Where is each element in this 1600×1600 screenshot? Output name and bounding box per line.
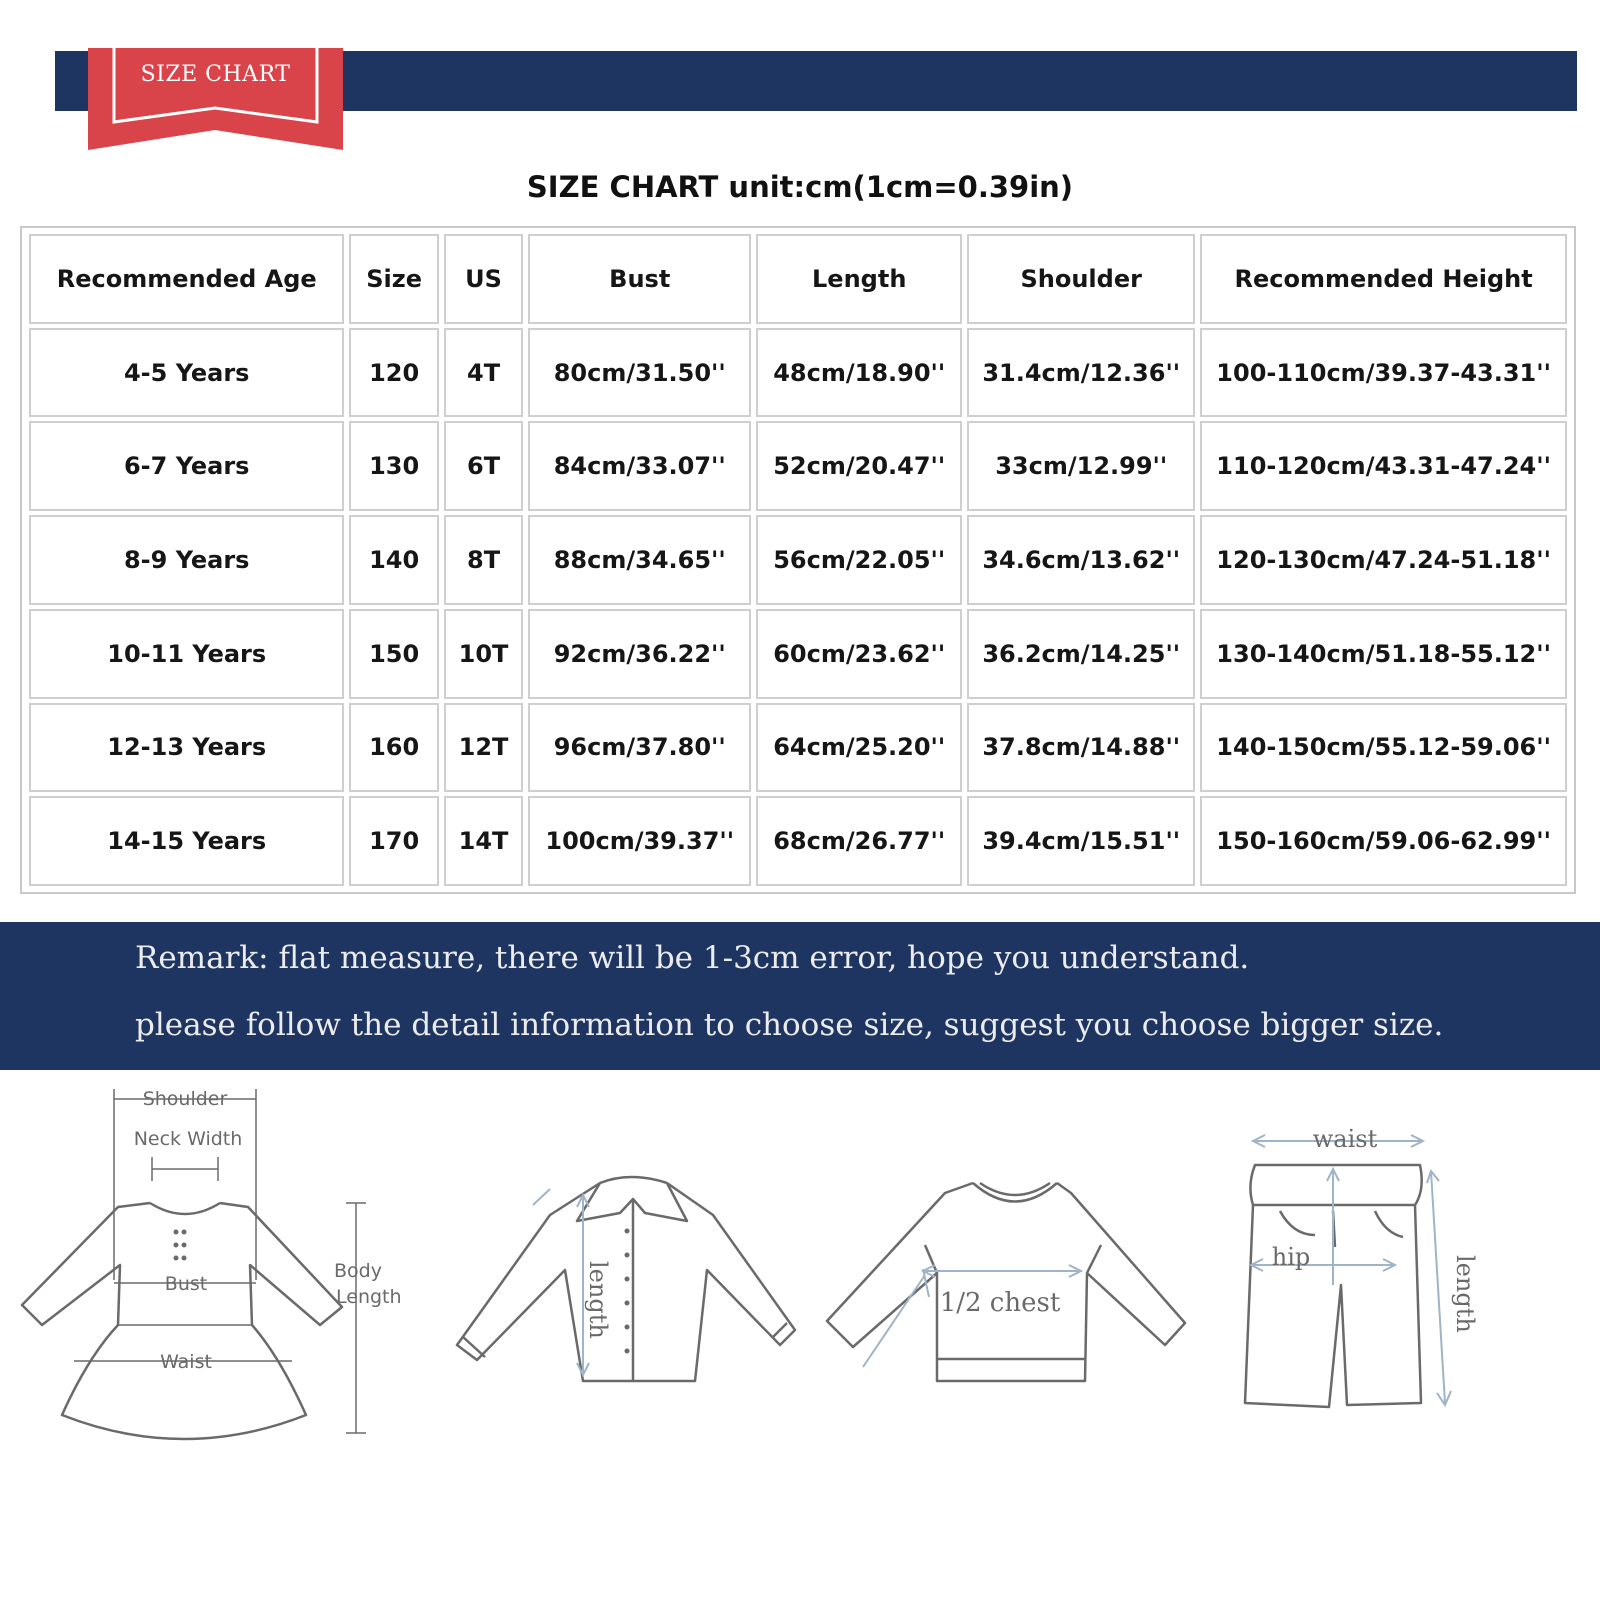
table-cell: 150-160cm/59.06-62.99''	[1200, 796, 1567, 886]
table-cell: 33cm/12.99''	[967, 421, 1195, 511]
table-row	[29, 515, 1567, 605]
table-cell: 12-13 Years	[29, 703, 344, 793]
table-cell: 31.4cm/12.36''	[967, 328, 1195, 418]
table-cell: 160	[349, 703, 438, 793]
dress-length-label: Length	[336, 1286, 402, 1308]
remark-bar	[0, 922, 1600, 1070]
column-header: Recommended Age	[29, 234, 344, 324]
table-cell: 8T	[444, 515, 523, 605]
table-cell: 64cm/25.20''	[756, 703, 962, 793]
table-cell: 39.4cm/15.51''	[967, 796, 1195, 886]
table-cell: 14T	[444, 796, 523, 886]
table-cell: 100-110cm/39.37-43.31''	[1200, 328, 1567, 418]
table-cell: 14-15 Years	[29, 796, 344, 886]
table-cell: 110-120cm/43.31-47.24''	[1200, 421, 1567, 511]
table-cell: 88cm/34.65''	[528, 515, 751, 605]
pants-hip-label: hip	[1271, 1243, 1311, 1271]
table-cell: 130-140cm/51.18-55.12''	[1200, 609, 1567, 699]
table-cell: 140-150cm/55.12-59.06''	[1200, 703, 1567, 793]
shirt-diagram	[455, 1085, 805, 1455]
pants-length-label: length	[1451, 1255, 1479, 1333]
table-cell: 60cm/23.62''	[756, 609, 962, 699]
table-row	[29, 703, 1567, 793]
table-header-row	[29, 234, 1567, 324]
column-header: Bust	[528, 234, 751, 324]
table-cell: 120-130cm/47.24-51.18''	[1200, 515, 1567, 605]
column-header: Recommended Height	[1200, 234, 1567, 324]
size-table	[20, 226, 1576, 894]
measurement-diagrams	[0, 1085, 1600, 1485]
table-cell: 8-9 Years	[29, 515, 344, 605]
table-cell: 4T	[444, 328, 523, 418]
dress-diagram	[0, 1085, 430, 1455]
table-cell: 96cm/37.80''	[528, 703, 751, 793]
dress-bust-label: Bust	[164, 1273, 208, 1295]
dress-waist-label: Waist	[160, 1351, 212, 1373]
table-cell: 120	[349, 328, 438, 418]
table-cell: 80cm/31.50''	[528, 328, 751, 418]
table-cell: 68cm/26.77''	[756, 796, 962, 886]
table-cell: 34.6cm/13.62''	[967, 515, 1195, 605]
pants-diagram	[1235, 1085, 1495, 1455]
dress-shoulder-label: Shoulder	[142, 1088, 228, 1110]
shirt-length-label: length	[584, 1261, 612, 1339]
column-header: US	[444, 234, 523, 324]
table-cell: 150	[349, 609, 438, 699]
table-cell: 52cm/20.47''	[756, 421, 962, 511]
table-cell: 10T	[444, 609, 523, 699]
table-cell: 6-7 Years	[29, 421, 344, 511]
dress-body-label: Body	[334, 1260, 382, 1282]
column-header: Size	[349, 234, 438, 324]
remark-line-2: please follow the detail information to choose size, suggest you choose bigger size.	[135, 1007, 1444, 1043]
table-cell: 130	[349, 421, 438, 511]
size-chart-badge-label: SIZE CHART	[140, 62, 291, 87]
pants-waist-label: waist	[1312, 1125, 1378, 1153]
table-cell: 10-11 Years	[29, 609, 344, 699]
sweater-diagram	[825, 1085, 1195, 1455]
sweater-chest-label: 1/2 chest	[939, 1288, 1061, 1318]
table-cell: 4-5 Years	[29, 328, 344, 418]
table-cell: 100cm/39.37''	[528, 796, 751, 886]
table-row	[29, 421, 1567, 511]
table-cell: 92cm/36.22''	[528, 609, 751, 699]
table-cell: 140	[349, 515, 438, 605]
table-cell: 36.2cm/14.25''	[967, 609, 1195, 699]
table-cell: 37.8cm/14.88''	[967, 703, 1195, 793]
table-row	[29, 796, 1567, 886]
column-header: Shoulder	[967, 234, 1195, 324]
column-header: Length	[756, 234, 962, 324]
table-cell: 170	[349, 796, 438, 886]
table-cell: 6T	[444, 421, 523, 511]
table-cell: 84cm/33.07''	[528, 421, 751, 511]
dress-neck-width-label: Neck Width	[133, 1128, 243, 1150]
table-row	[29, 609, 1567, 699]
remark-line-1: Remark: flat measure, there will be 1-3cm error, hope you understand.	[135, 940, 1250, 976]
chart-title: SIZE CHART unit:cm(1cm=0.39in)	[526, 170, 1074, 204]
table-cell: 56cm/22.05''	[756, 515, 962, 605]
table-cell: 48cm/18.90''	[756, 328, 962, 418]
table-cell: 12T	[444, 703, 523, 793]
table-row	[29, 328, 1567, 418]
